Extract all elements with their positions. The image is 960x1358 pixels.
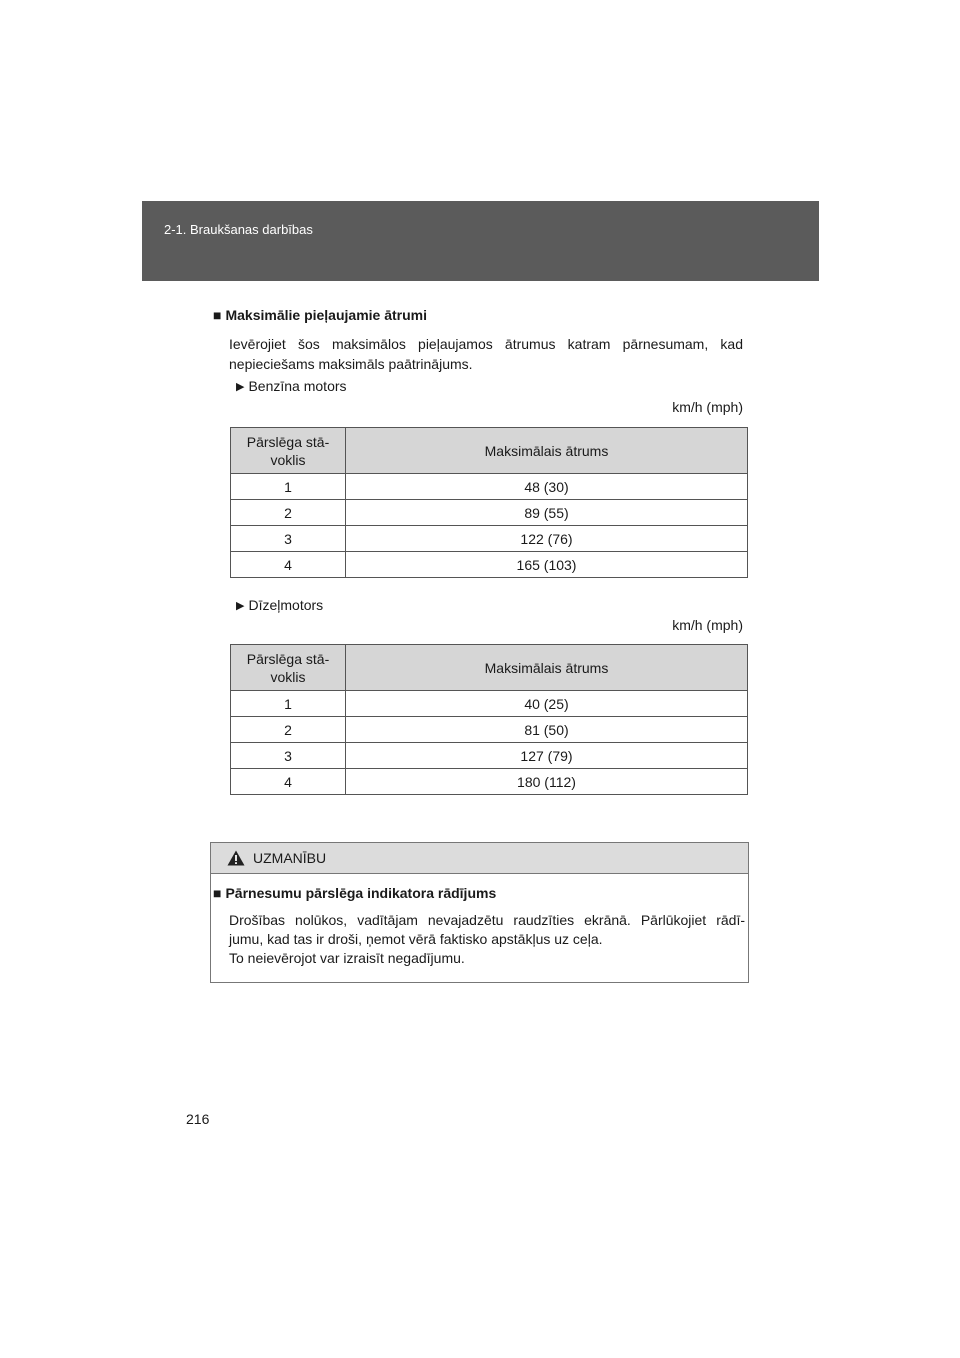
caution-title: UZMANĪBU — [253, 850, 327, 866]
caution-box — [210, 842, 749, 983]
petrol-label: ▶ Benzīna motors — [236, 378, 347, 394]
caution-line: To neievērojot var izraisīt negadījumu. — [229, 950, 465, 966]
table-row — [231, 691, 748, 717]
gear-cell: 3 — [231, 526, 346, 552]
speed-cell: 40 (25) — [346, 691, 748, 717]
caution-line: Drošības nolūkos, vadītājam nevajadzētu raudzīties ekrānā. Pārlūkojiet rādī- — [229, 912, 745, 928]
caution-header — [211, 843, 748, 874]
triangle-right-icon: ▶ — [236, 600, 245, 612]
table-row — [231, 552, 748, 578]
speed-cell: 89 (55) — [346, 500, 748, 526]
table-row — [231, 474, 748, 500]
header-gear — [231, 645, 346, 691]
table-row — [231, 717, 748, 743]
petrol-unit: km/h (mph) — [672, 399, 743, 415]
header-gear-line2: voklis — [270, 668, 306, 685]
section-heading — [213, 307, 427, 323]
square-bullet-icon: ■ — [213, 307, 222, 323]
diesel-speed-table — [230, 644, 748, 795]
caution-line: jumu, kad tas ir droši, ņemot vērā faktisko apstākļus uz ceļa. — [229, 931, 603, 947]
speed-cell: 127 (79) — [346, 743, 748, 769]
diesel-unit: km/h (mph) — [672, 617, 743, 633]
speed-cell: 165 (103) — [346, 552, 748, 578]
header-gear — [231, 428, 346, 474]
diesel-label: ▶ Dīzeļmotors — [236, 597, 324, 613]
caution-subheading — [213, 885, 496, 901]
header-max-speed: Maksimālais ātrums — [346, 645, 748, 691]
petrol-speed-table — [230, 427, 748, 578]
gear-cell: 2 — [231, 500, 346, 526]
speed-cell: 81 (50) — [346, 717, 748, 743]
warning-triangle-icon — [227, 850, 245, 866]
caution-body — [229, 911, 745, 968]
gear-cell: 4 — [231, 552, 346, 578]
speed-cell: 122 (76) — [346, 526, 748, 552]
header-max-speed: Maksimālais ātrums — [346, 428, 748, 474]
page-number: 216 — [186, 1111, 210, 1127]
gear-cell: 2 — [231, 717, 346, 743]
header-gear-line1: Pārslēga stā- — [246, 650, 330, 667]
gear-cell: 1 — [231, 474, 346, 500]
chapter-title: 2-1. Braukšanas darbības — [164, 222, 313, 237]
table-row — [231, 500, 748, 526]
table-header-row — [231, 645, 748, 691]
gear-cell: 1 — [231, 691, 346, 717]
intro-paragraph: Ievērojiet šos maksimālos pieļaujamos ātrumus katram pārnesumam, kad nepieciešams maksimāls paātrinājums. — [229, 336, 743, 372]
section-heading-text: Maksimālie pieļaujamie ātrumi — [225, 307, 427, 323]
triangle-right-icon: ▶ — [236, 381, 245, 393]
gear-cell: 4 — [231, 769, 346, 795]
header-gear-line2: voklis — [270, 451, 306, 468]
table-header-row — [231, 428, 748, 474]
gear-cell: 3 — [231, 743, 346, 769]
speed-cell: 48 (30) — [346, 474, 748, 500]
caution-subheading-text: Pārnesumu pārslēga indikatora rādījums — [225, 885, 497, 901]
header-gear-line1: Pārslēga stā- — [246, 433, 330, 450]
table-row — [231, 743, 748, 769]
chapter-header — [142, 201, 819, 281]
table-row — [231, 526, 748, 552]
speed-cell: 180 (112) — [346, 769, 748, 795]
table-row — [231, 769, 748, 795]
square-bullet-icon: ■ — [213, 885, 222, 901]
